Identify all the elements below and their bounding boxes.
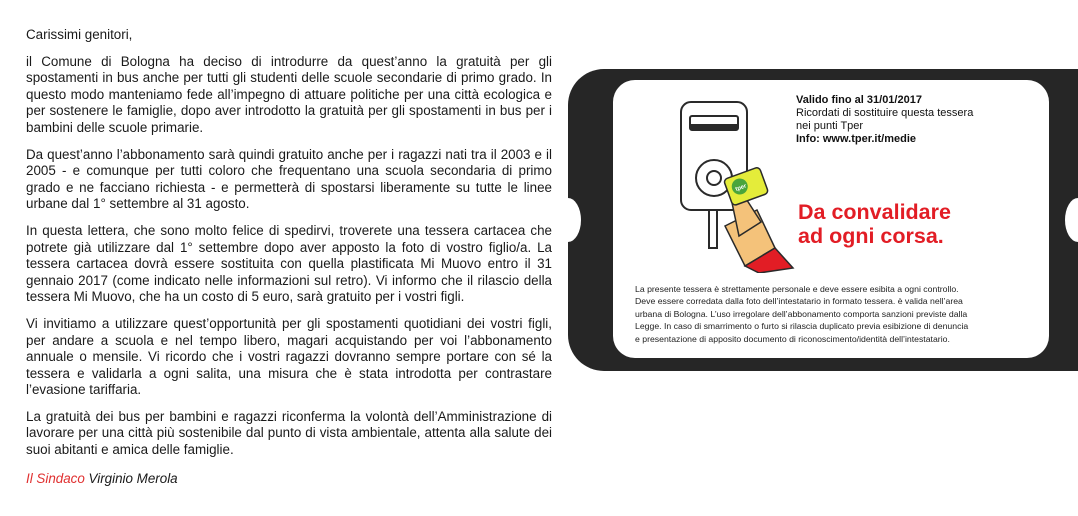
validate-slogan (798, 200, 951, 248)
ticket-slot-opening (691, 124, 737, 129)
letter-paragraph: In questa lettera, che sono molto felice di spedirvi, troverete una tessera cartacea che potrete già utilizzare dal 1° settembre dopo aver apposto la foto di vostro figlio/a. La tessera cartacea dovrà essere sostituita con quella plastificata Mi Muovo entro il 31 gennaio 2017 (come indicato nelle informazioni sul retro). Vi informo che il rilascio della tessera Mi Muovo, che ha un costo di 5 euro, sarà gratuito per i vostri figli. (26, 222, 552, 305)
fine-print-line: e presentazione di apposito documento di riconoscimento/identità dell’intestatario. (635, 333, 950, 344)
card-info (796, 94, 1036, 146)
signature (26, 471, 552, 488)
slogan-line: Da convalidare (798, 200, 951, 224)
phone-side-notch (555, 198, 581, 242)
fine-print-line: urbana di Bologna. L’uso irregolare dell’abbonamento comporta sanzioni previste dalla (635, 308, 968, 319)
fine-print (635, 283, 1035, 345)
signature-name: Virginio Merola (88, 470, 178, 486)
letter (26, 27, 552, 487)
letter-paragraph: Vi invitiamo a utilizzare quest’opportunità per gli spostamenti quotidiani dei vostri figli, per andare a scuola e nel tempo libero, magari acquistando per voi l’abbonamento annuale o mensile. Vi ricordo che i vostri ragazzi dovranno sempre portare con sé la tessera e validarla a ogni salita, una misura che è stata introdotta per contrastare l’evasione tariffaria. (26, 315, 552, 398)
fine-print-line: Deve essere corredata dalla foto dell’intestatario in formato tessera. è valida nell’area (635, 296, 963, 307)
letter-paragraph: La gratuità dei bus per bambini e ragazzi riconferma la volontà dell’Amministrazione di lavorare per una città più sostenibile dal punto di vista ambientale, attenta alla salute dei suoi abitanti e amica delle famiglie. (26, 408, 552, 458)
valid-until: Valido fino al 31/01/2017 (796, 94, 922, 106)
letter-paragraph: il Comune di Bologna ha deciso di introdurre da quest’anno la gratuità per gli spostamenti in bus anche per tutti gli studenti delle scuole secondarie di primo grado. In questo modo manteniamo fede all’impegno di attuare politiche per una città ecologica e per sostenere le famiglie, dopo aver introdotto la gratuità per gli spostamenti in bus per i bambini delle scuole primarie. (26, 53, 552, 135)
fine-print-line: La presente tessera è strettamente personale e deve essere esibita a ogni controllo. (635, 284, 959, 294)
reminder-line: nei punti Tper (796, 120, 864, 132)
validator-machine-icon (665, 98, 795, 273)
pass-card-logo-text: tper (734, 183, 748, 193)
validator-reader-center (707, 171, 721, 185)
signature-role: Il Sindaco (26, 470, 85, 486)
letter-greeting: Carissimi genitori, (26, 27, 133, 42)
validator-pole (709, 210, 717, 248)
bus-pass-card (613, 80, 1049, 358)
letter-paragraph: Da quest’anno l’abbonamento sarà quindi gratuito anche per i ragazzi nati tra il 2003 e il 2005 - e comunque per tutti coloro che frequentano una scuola secondaria di primo grado e ne facciano richiesta - e permetterà di spostarsi liberamente su tutte le linee urbane dal 1° settembre al 31 agosto. (26, 146, 552, 212)
info-link: Info: www.tper.it/medie (796, 133, 916, 145)
reminder-line: Ricordati di sostituire questa tessera (796, 107, 974, 119)
phone-side-notch (1065, 198, 1078, 242)
fine-print-line: Legge. In caso di smarrimento o furto si rilascia duplicato previa esibizione di denuncia (635, 321, 969, 332)
slogan-line: ad ogni corsa. (798, 224, 944, 248)
